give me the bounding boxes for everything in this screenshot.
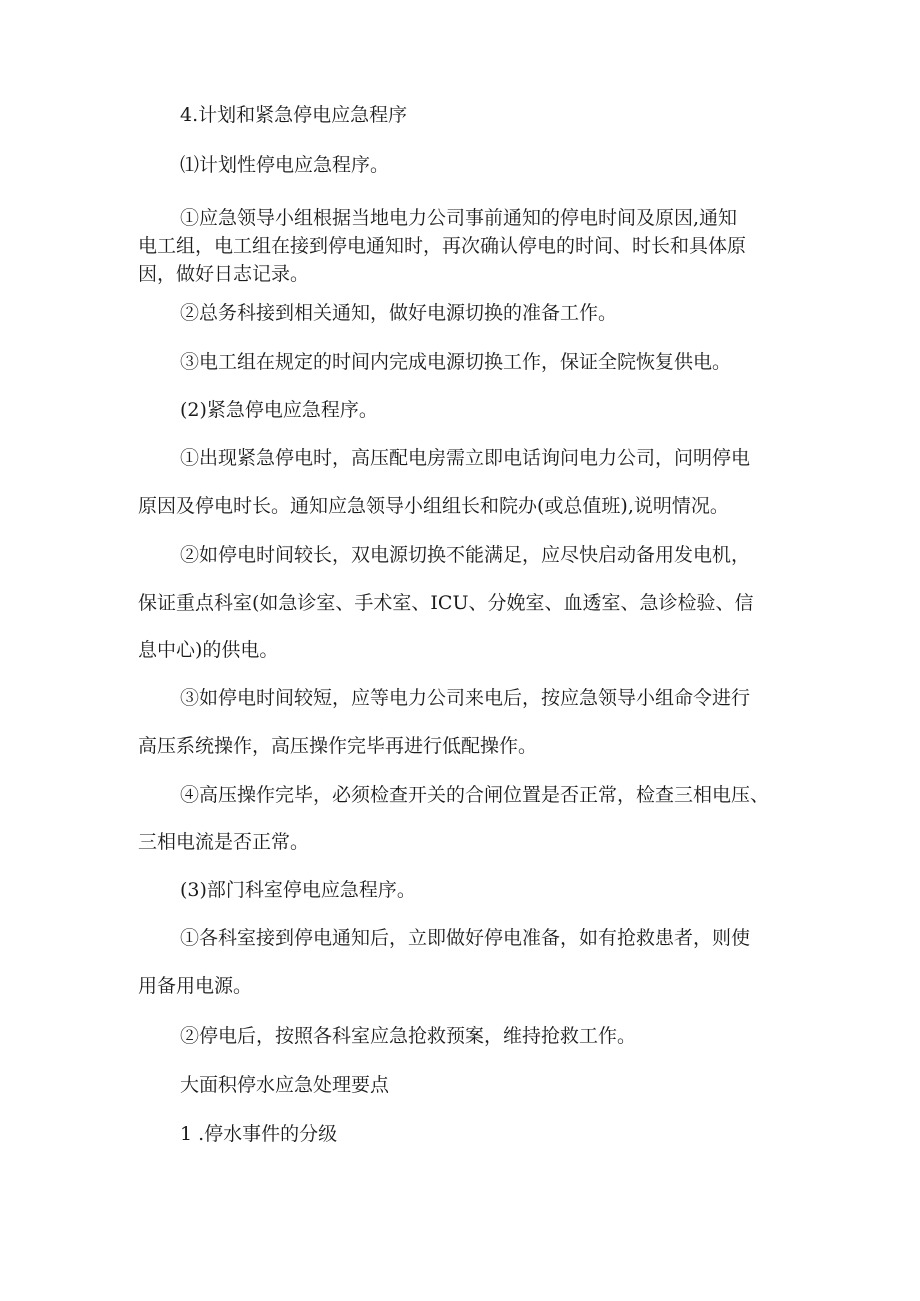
subsection-heading-department-outage: (3)部门科室停电应急程序。 — [180, 879, 416, 901]
paragraph-line: 电工组，电工组在接到停电通知时，再次确认停电的时间、时长和具体原 — [138, 235, 747, 257]
paragraph-line: ①应急领导小组根据当地电力公司事前通知的停电时间及原因,通知 — [180, 207, 738, 229]
paragraph-line: 高压系统操作，高压操作完毕再进行低配操作。 — [138, 735, 538, 757]
section-heading-water-outage: 大面积停水应急处理要点 — [180, 1074, 390, 1096]
section-heading-water-outage-grading: 1 .停水事件的分级 — [180, 1123, 338, 1145]
paragraph-line: ④高压操作完毕，必须检查开关的合闸位置是否正常，检查三相电压、 — [180, 784, 770, 806]
subsection-heading-emergency-outage: (2)紧急停电应急程序。 — [180, 399, 378, 421]
paragraph-line: 因，做好日志记录。 — [138, 263, 310, 285]
paragraph-line: ①出现紧急停电时，高压配电房需立即电话询问电力公司，问明停电 — [180, 447, 751, 469]
paragraph-line: ③如停电时间较短，应等电力公司来电后，按应急领导小组命令进行 — [180, 687, 751, 709]
subsection-heading-planned-outage: ⑴计划性停电应急程序。 — [180, 154, 390, 176]
paragraph-line: ③电工组在规定的时间内完成电源切换工作，保证全院恢复供电。 — [180, 351, 732, 373]
paragraph-line: ①各科室接到停电通知后，立即做好停电准备，如有抢救患者，则使 — [180, 927, 751, 949]
paragraph-line: 用备用电源。 — [138, 975, 253, 997]
paragraph-line: 息中心)的供电。 — [138, 639, 279, 661]
paragraph-line: 原因及停电时长。通知应急领导小组组长和院办(或总值班),说明情况。 — [138, 495, 729, 517]
section-heading-planned-emergency-outage: 4.计划和紧急停电应急程序 — [180, 104, 408, 126]
paragraph-line: ②如停电时间较长，双电源切换不能满足，应尽快启动备用发电机， — [180, 544, 751, 566]
paragraph-line: ②停电后，按照各科室应急抢救预案，维持抢救工作。 — [180, 1025, 637, 1047]
paragraph-line: 保证重点科室(如急诊室、手术室、ICU、分娩室、血透室、急诊检验、信 — [138, 592, 754, 614]
paragraph-line: ②总务科接到相关通知，做好电源切换的准备工作。 — [180, 302, 618, 324]
paragraph-line: 三相电流是否正常。 — [138, 831, 310, 853]
